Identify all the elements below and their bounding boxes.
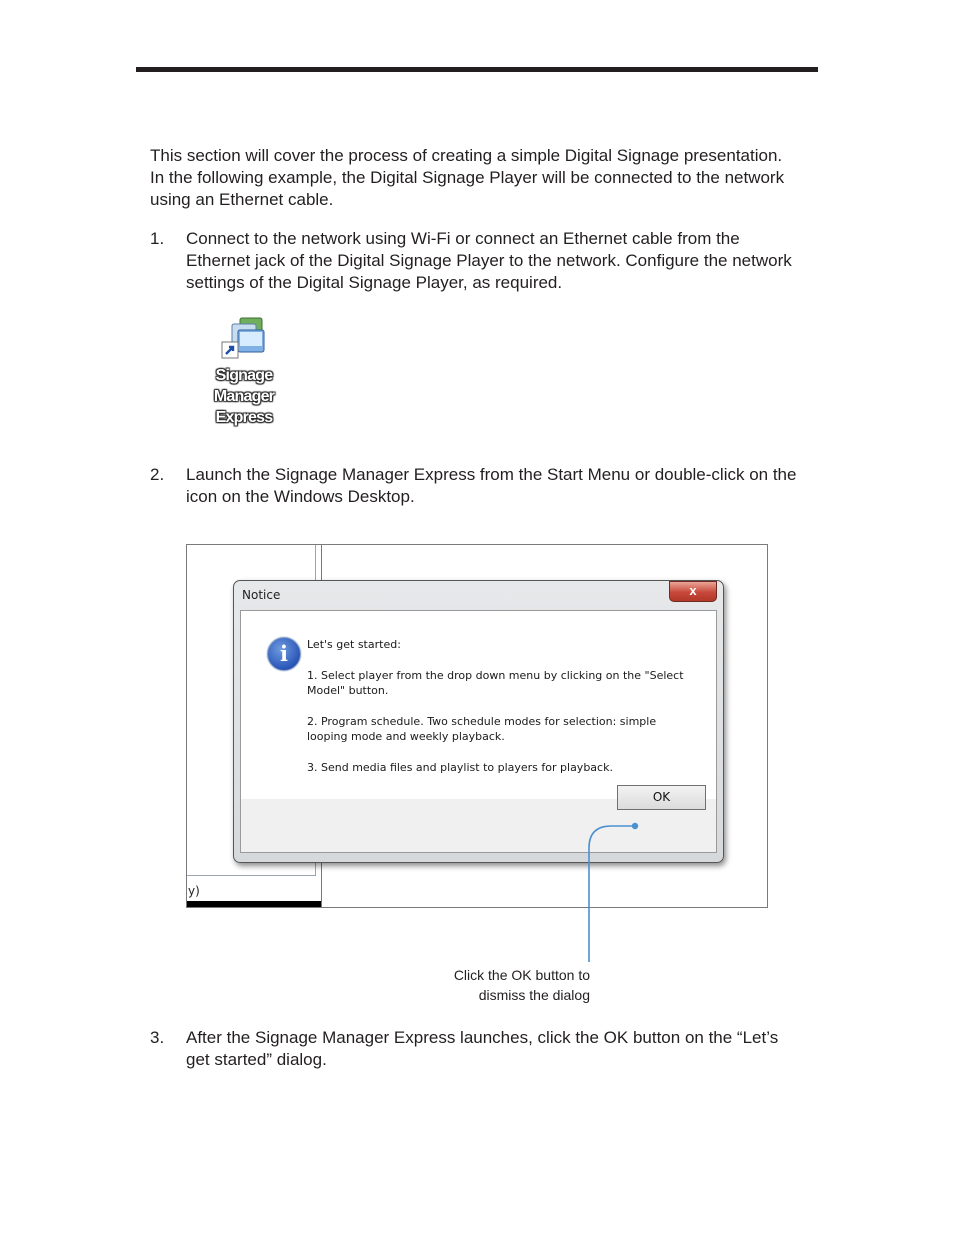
notice-dialog: [233, 580, 724, 863]
desktop-icon-label-line: Manager: [213, 388, 275, 405]
screenshot-frame: [186, 544, 768, 908]
desktop-icon-label: [205, 365, 283, 428]
ok-button[interactable]: OK: [617, 785, 706, 810]
callout-line: Click the OK button to: [453, 967, 590, 983]
top-rule: [136, 67, 818, 72]
dialog-item: 2. Program schedule. Two schedule modes for selection: simple looping mode and weekly playback.: [307, 715, 657, 743]
intro-paragraph: This section will cover the process of creating a simple Digital Signage presentation. In the following example, the Digital Signage Player will be connected to the network using an Ethernet cable.: [150, 146, 785, 209]
desktop-icon-label-line: Signage: [215, 367, 273, 384]
background-window-text: y): [188, 884, 200, 898]
step-1-text: Connect to the network using Wi-Fi or connect an Ethernet cable from the Ethernet jack of the Digital Signage Player to the network. Configure the network settings of the Digital Signage Player, as required.: [186, 229, 792, 292]
dialog-content: [241, 611, 716, 799]
dialog-title: Notice: [242, 588, 281, 602]
signage-manager-desktop-icon[interactable]: [205, 314, 283, 432]
step-2-number: 2.: [150, 465, 165, 484]
close-button[interactable]: x: [669, 581, 717, 602]
desktop-icon-label-line: Express: [215, 409, 273, 426]
dialog-item: 1. Select player from the drop down menu by clicking on the "Select Model" button.: [307, 669, 684, 697]
background-window-bar: [187, 901, 321, 907]
dialog-heading: Let's get started:: [307, 638, 401, 651]
signage-manager-shortcut-icon: [220, 314, 268, 362]
callout-line: dismiss the dialog: [478, 987, 590, 1003]
step-3-text: After the Signage Manager Express launches, click the OK button on the “Let’s get started” dialog.: [186, 1028, 779, 1069]
dialog-item: 3. Send media files and playlist to players for playback.: [307, 761, 613, 774]
step-3-number: 3.: [150, 1028, 165, 1047]
callout-caption: [400, 965, 590, 1005]
step-2-text: Launch the Signage Manager Express from the Start Menu or double-click on the icon on the Windows Desktop.: [186, 465, 797, 506]
info-icon: i: [267, 637, 301, 671]
dialog-client-area: [240, 610, 717, 853]
step-1-number: 1.: [150, 229, 165, 248]
